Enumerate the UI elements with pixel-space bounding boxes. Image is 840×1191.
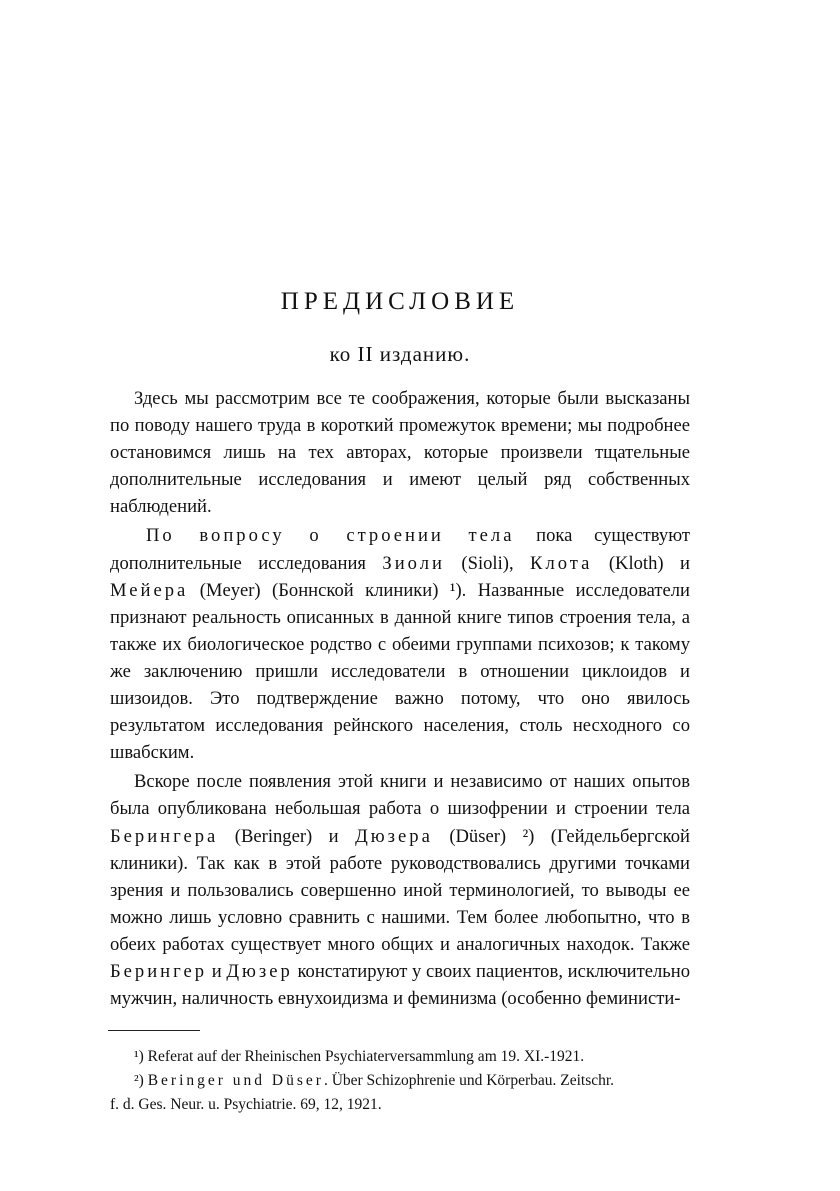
paragraph-text: пока существуют дополнительные исследования (110, 525, 690, 574)
footnotes (110, 1045, 690, 1117)
author-name: Клота (530, 552, 593, 574)
footnote-2 (110, 1069, 690, 1093)
paragraph-3 (110, 768, 690, 1012)
author-name: Берингера (110, 825, 219, 847)
paragraph-2 (110, 522, 690, 766)
author-name: Мейера (110, 579, 189, 601)
spaced-phrase: По вопросу о строении тела (146, 525, 515, 547)
footnote-1: ¹) Referat auf der Rheinischen Psychiaterversammlung am 19. XI.-1921. (134, 1048, 585, 1065)
footnote-divider (108, 1030, 200, 1031)
page-subtitle: ко II изданию. (329, 342, 471, 366)
paragraph-text: и (207, 960, 227, 982)
paragraph-text: Вскоре после появления этой книги и независимо от наших опытов была опубликована небольшая работа о шизофрении и строении тела (110, 771, 690, 820)
paragraph-text: (Meyer) (Боннской клиники) ¹). Названные исследователи признают реальность описанных в данной книге типов строения тела, а также их биологическое родство с обеими группами психозов; к такому же заключению пришли исследователи в отношении циклоидов и шизоидов. Это подтверждение важно потому, что оно явилось результатом исследования рейнского населения, столь несходного со швабским. (110, 579, 690, 764)
preface-body (110, 385, 690, 1012)
paragraph-text: (Beringer) и (218, 825, 356, 847)
footnote-authors: Beringer und Düser (147, 1072, 324, 1089)
footnote-2-continued: f. d. Ges. Neur. u. Psychiatrie. 69, 12, 1921. (110, 1096, 382, 1113)
page-title: ПРЕДИСЛОВИЕ (280, 288, 520, 315)
paragraph-text: констатируют у своих пациентов, исключительно мужчин, наличность евнухоидизма и феминизма (особенно феминисти- (110, 960, 691, 1010)
footnote-text: . Über Schizophrenie und Körperbau. Zeitschr. (323, 1072, 615, 1089)
footnote-marker: ²) (134, 1072, 148, 1089)
paragraph-text: (Düser) ²) (Гейдельбергской клиники). Так как в этой работе руководствовались другими точками зрения и пользовались совершенно иной терминологией, то выводы ее можно лишь условно сравнить с нашими. Тем более любопытно, что в обеих работах существует много общих и аналогичных находок. Также (110, 825, 690, 955)
author-name: Дюзер (226, 960, 293, 982)
author-name: Дюзера (355, 825, 433, 847)
paragraph-text: (Sioli), (444, 552, 531, 574)
paragraph-1-text: Здесь мы рассмотрим все те соображения, которые были высказаны по поводу нашего труда в короткий промежуток времени; мы подробнее остановимся лишь на тех авторах, которые произвели тщательные дополнительные исследования и имеют целый ряд собственных наблюдений. (110, 388, 690, 518)
paragraph-text: (Kloth) и (592, 552, 690, 574)
author-name: Зиоли (382, 552, 445, 574)
author-name: Берингер (110, 960, 208, 982)
paragraph-1 (110, 385, 690, 520)
